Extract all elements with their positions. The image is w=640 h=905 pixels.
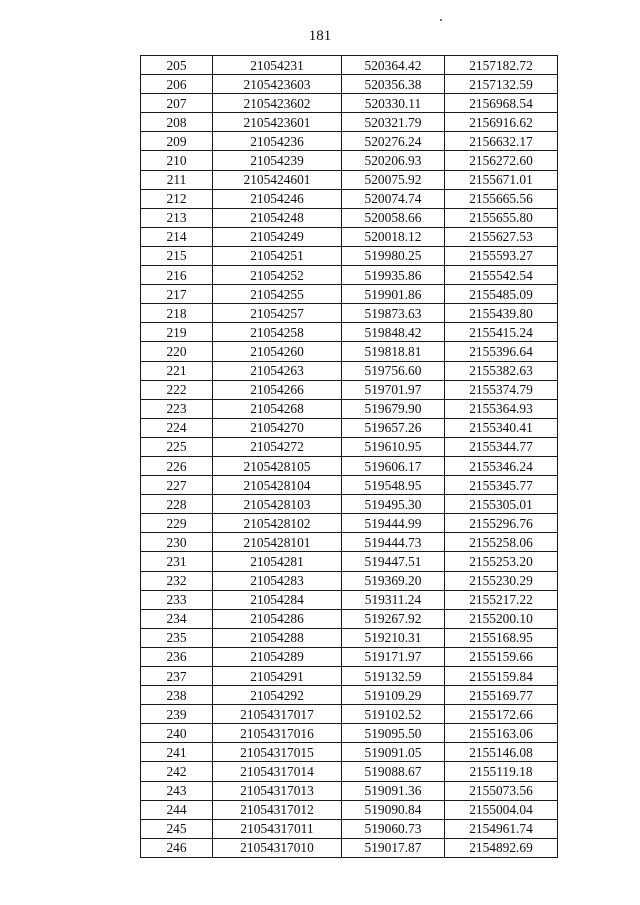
point-id-cell: 21054268 (213, 399, 342, 418)
table-row (141, 189, 558, 208)
table-row (141, 380, 558, 399)
point-id-cell: 21054251 (213, 246, 342, 265)
y-coordinate-cell: 2156632.17 (445, 132, 558, 151)
x-coordinate-cell: 520058.66 (342, 208, 445, 227)
table-row (141, 514, 558, 533)
point-id-cell: 21054248 (213, 208, 342, 227)
x-coordinate-cell: 519848.42 (342, 323, 445, 342)
y-coordinate-cell: 2155439.80 (445, 304, 558, 323)
table-row (141, 724, 558, 743)
table-row (141, 838, 558, 857)
y-coordinate-cell: 2155345.77 (445, 476, 558, 495)
row-index-cell: 234 (141, 609, 213, 628)
x-coordinate-cell: 520206.93 (342, 151, 445, 170)
x-coordinate-cell: 519610.95 (342, 437, 445, 456)
point-id-cell: 21054231 (213, 56, 342, 75)
y-coordinate-cell: 2155346.24 (445, 456, 558, 475)
point-id-cell: 2105423601 (213, 113, 342, 132)
point-id-cell: 21054257 (213, 304, 342, 323)
point-id-cell: 21054317017 (213, 705, 342, 724)
row-index-cell: 226 (141, 456, 213, 475)
y-coordinate-cell: 2156272.60 (445, 151, 558, 170)
row-index-cell: 215 (141, 246, 213, 265)
point-id-cell: 21054283 (213, 571, 342, 590)
table-row (141, 266, 558, 285)
point-id-cell: 2105428103 (213, 495, 342, 514)
x-coordinate-cell: 520364.42 (342, 56, 445, 75)
table-row (141, 628, 558, 647)
y-coordinate-cell: 2155217.22 (445, 590, 558, 609)
table-row (141, 800, 558, 819)
row-index-cell: 220 (141, 342, 213, 361)
table-row (141, 418, 558, 437)
x-coordinate-cell: 519548.95 (342, 476, 445, 495)
point-id-cell: 21054266 (213, 380, 342, 399)
y-coordinate-cell: 2155159.66 (445, 647, 558, 666)
y-coordinate-cell: 2155258.06 (445, 533, 558, 552)
y-coordinate-cell: 2155627.53 (445, 227, 558, 246)
x-coordinate-cell: 519132.59 (342, 667, 445, 686)
y-coordinate-cell: 2155004.04 (445, 800, 558, 819)
table-row (141, 227, 558, 246)
y-coordinate-cell: 2155396.64 (445, 342, 558, 361)
x-coordinate-cell: 519495.30 (342, 495, 445, 514)
row-index-cell: 207 (141, 94, 213, 113)
x-coordinate-cell: 519088.67 (342, 762, 445, 781)
point-id-cell: 21054292 (213, 686, 342, 705)
table-row (141, 399, 558, 418)
point-id-cell: 21054249 (213, 227, 342, 246)
point-id-cell: 21054317012 (213, 800, 342, 819)
table-row (141, 476, 558, 495)
x-coordinate-cell: 519090.84 (342, 800, 445, 819)
y-coordinate-cell: 2157132.59 (445, 75, 558, 94)
row-index-cell: 218 (141, 304, 213, 323)
y-coordinate-cell: 2155119.18 (445, 762, 558, 781)
y-coordinate-cell: 2155593.27 (445, 246, 558, 265)
point-id-cell: 21054288 (213, 628, 342, 647)
y-coordinate-cell: 2155415.24 (445, 323, 558, 342)
row-index-cell: 222 (141, 380, 213, 399)
x-coordinate-cell: 519447.51 (342, 552, 445, 571)
y-coordinate-cell: 2155169.77 (445, 686, 558, 705)
point-id-cell: 2105428104 (213, 476, 342, 495)
point-id-cell: 21054317015 (213, 743, 342, 762)
row-index-cell: 228 (141, 495, 213, 514)
point-id-cell: 21054317014 (213, 762, 342, 781)
x-coordinate-cell: 519210.31 (342, 628, 445, 647)
x-coordinate-cell: 519091.05 (342, 743, 445, 762)
x-coordinate-cell: 519444.73 (342, 533, 445, 552)
row-index-cell: 237 (141, 667, 213, 686)
table-row (141, 94, 558, 113)
point-id-cell: 21054286 (213, 609, 342, 628)
y-coordinate-cell: 2155253.20 (445, 552, 558, 571)
x-coordinate-cell: 520330.11 (342, 94, 445, 113)
y-coordinate-cell: 2155200.10 (445, 609, 558, 628)
point-id-cell: 21054246 (213, 189, 342, 208)
row-index-cell: 232 (141, 571, 213, 590)
point-id-cell: 2105428101 (213, 533, 342, 552)
table-row (141, 686, 558, 705)
y-coordinate-cell: 2155305.01 (445, 495, 558, 514)
row-index-cell: 239 (141, 705, 213, 724)
y-coordinate-cell: 2155230.29 (445, 571, 558, 590)
row-index-cell: 221 (141, 361, 213, 380)
point-id-cell: 2105428105 (213, 456, 342, 475)
x-coordinate-cell: 519267.92 (342, 609, 445, 628)
table-row (141, 552, 558, 571)
table-row (141, 571, 558, 590)
y-coordinate-cell: 2155485.09 (445, 285, 558, 304)
row-index-cell: 240 (141, 724, 213, 743)
row-index-cell: 213 (141, 208, 213, 227)
y-coordinate-cell: 2155340.41 (445, 418, 558, 437)
point-id-cell: 21054272 (213, 437, 342, 456)
point-id-cell: 21054284 (213, 590, 342, 609)
x-coordinate-cell: 519017.87 (342, 838, 445, 857)
x-coordinate-cell: 519935.86 (342, 266, 445, 285)
point-id-cell: 21054263 (213, 361, 342, 380)
table-row (141, 113, 558, 132)
x-coordinate-cell: 520356.38 (342, 75, 445, 94)
point-id-cell: 2105423603 (213, 75, 342, 94)
row-index-cell: 211 (141, 170, 213, 189)
coordinates-table (140, 55, 558, 858)
row-index-cell: 244 (141, 800, 213, 819)
row-index-cell: 208 (141, 113, 213, 132)
table-row (141, 170, 558, 189)
x-coordinate-cell: 520018.12 (342, 227, 445, 246)
table-row (141, 151, 558, 170)
row-index-cell: 241 (141, 743, 213, 762)
y-coordinate-cell: 2155671.01 (445, 170, 558, 189)
x-coordinate-cell: 519369.20 (342, 571, 445, 590)
y-coordinate-cell: 2155159.84 (445, 667, 558, 686)
x-coordinate-cell: 519444.99 (342, 514, 445, 533)
x-coordinate-cell: 519873.63 (342, 304, 445, 323)
point-id-cell: 21054258 (213, 323, 342, 342)
row-index-cell: 210 (141, 151, 213, 170)
row-index-cell: 217 (141, 285, 213, 304)
row-index-cell: 231 (141, 552, 213, 571)
point-id-cell: 21054260 (213, 342, 342, 361)
point-id-cell: 21054270 (213, 418, 342, 437)
row-index-cell: 246 (141, 838, 213, 857)
table-row (141, 437, 558, 456)
point-id-cell: 2105428102 (213, 514, 342, 533)
table-row (141, 456, 558, 475)
x-coordinate-cell: 519606.17 (342, 456, 445, 475)
y-coordinate-cell: 2155172.66 (445, 705, 558, 724)
point-id-cell: 21054317013 (213, 781, 342, 800)
x-coordinate-cell: 519901.86 (342, 285, 445, 304)
coordinates-table-body (141, 56, 558, 858)
y-coordinate-cell: 2155364.93 (445, 399, 558, 418)
y-coordinate-cell: 2155168.95 (445, 628, 558, 647)
y-coordinate-cell: 2156916.62 (445, 113, 558, 132)
point-id-cell: 21054289 (213, 647, 342, 666)
point-id-cell: 21054236 (213, 132, 342, 151)
y-coordinate-cell: 2155665.56 (445, 189, 558, 208)
x-coordinate-cell: 519980.25 (342, 246, 445, 265)
y-coordinate-cell: 2155296.76 (445, 514, 558, 533)
table-row (141, 590, 558, 609)
y-coordinate-cell: 2155382.63 (445, 361, 558, 380)
table-row (141, 246, 558, 265)
x-coordinate-cell: 520075.92 (342, 170, 445, 189)
x-coordinate-cell: 519109.29 (342, 686, 445, 705)
y-coordinate-cell: 2155073.56 (445, 781, 558, 800)
point-id-cell: 21054317016 (213, 724, 342, 743)
y-coordinate-cell: 2155542.54 (445, 266, 558, 285)
table-row (141, 781, 558, 800)
x-coordinate-cell: 519091.36 (342, 781, 445, 800)
point-id-cell: 2105424601 (213, 170, 342, 189)
y-coordinate-cell: 2157182.72 (445, 56, 558, 75)
x-coordinate-cell: 520074.74 (342, 189, 445, 208)
point-id-cell: 2105423602 (213, 94, 342, 113)
point-id-cell: 21054239 (213, 151, 342, 170)
table-row (141, 304, 558, 323)
table-row (141, 647, 558, 666)
row-index-cell: 245 (141, 819, 213, 838)
x-coordinate-cell: 519756.60 (342, 361, 445, 380)
table-row (141, 819, 558, 838)
scan-speck (440, 19, 442, 21)
row-index-cell: 225 (141, 437, 213, 456)
x-coordinate-cell: 519095.50 (342, 724, 445, 743)
table-row (141, 323, 558, 342)
row-index-cell: 206 (141, 75, 213, 94)
row-index-cell: 236 (141, 647, 213, 666)
row-index-cell: 205 (141, 56, 213, 75)
table-row (141, 667, 558, 686)
table-row (141, 762, 558, 781)
row-index-cell: 224 (141, 418, 213, 437)
y-coordinate-cell: 2155163.06 (445, 724, 558, 743)
y-coordinate-cell: 2154961.74 (445, 819, 558, 838)
y-coordinate-cell: 2155344.77 (445, 437, 558, 456)
x-coordinate-cell: 519102.52 (342, 705, 445, 724)
table-row (141, 285, 558, 304)
row-index-cell: 235 (141, 628, 213, 647)
row-index-cell: 238 (141, 686, 213, 705)
table-row (141, 705, 558, 724)
row-index-cell: 223 (141, 399, 213, 418)
y-coordinate-cell: 2155655.80 (445, 208, 558, 227)
table-row (141, 132, 558, 151)
x-coordinate-cell: 520276.24 (342, 132, 445, 151)
point-id-cell: 21054317011 (213, 819, 342, 838)
x-coordinate-cell: 520321.79 (342, 113, 445, 132)
y-coordinate-cell: 2155146.08 (445, 743, 558, 762)
row-index-cell: 243 (141, 781, 213, 800)
x-coordinate-cell: 519171.97 (342, 647, 445, 666)
table-row (141, 743, 558, 762)
table-row (141, 342, 558, 361)
point-id-cell: 21054291 (213, 667, 342, 686)
x-coordinate-cell: 519679.90 (342, 399, 445, 418)
table-row (141, 208, 558, 227)
row-index-cell: 214 (141, 227, 213, 246)
row-index-cell: 230 (141, 533, 213, 552)
table-row (141, 361, 558, 380)
row-index-cell: 209 (141, 132, 213, 151)
point-id-cell: 21054255 (213, 285, 342, 304)
y-coordinate-cell: 2155374.79 (445, 380, 558, 399)
x-coordinate-cell: 519311.24 (342, 590, 445, 609)
table-row (141, 75, 558, 94)
row-index-cell: 227 (141, 476, 213, 495)
row-index-cell: 242 (141, 762, 213, 781)
point-id-cell: 21054252 (213, 266, 342, 285)
x-coordinate-cell: 519701.97 (342, 380, 445, 399)
table-row (141, 609, 558, 628)
row-index-cell: 229 (141, 514, 213, 533)
point-id-cell: 21054317010 (213, 838, 342, 857)
table-row (141, 495, 558, 514)
x-coordinate-cell: 519657.26 (342, 418, 445, 437)
row-index-cell: 216 (141, 266, 213, 285)
row-index-cell: 212 (141, 189, 213, 208)
y-coordinate-cell: 2154892.69 (445, 838, 558, 857)
y-coordinate-cell: 2156968.54 (445, 94, 558, 113)
point-id-cell: 21054281 (213, 552, 342, 571)
row-index-cell: 219 (141, 323, 213, 342)
table-row (141, 533, 558, 552)
page-number: 181 (308, 28, 332, 44)
x-coordinate-cell: 519060.73 (342, 819, 445, 838)
x-coordinate-cell: 519818.81 (342, 342, 445, 361)
row-index-cell: 233 (141, 590, 213, 609)
table-row (141, 56, 558, 75)
